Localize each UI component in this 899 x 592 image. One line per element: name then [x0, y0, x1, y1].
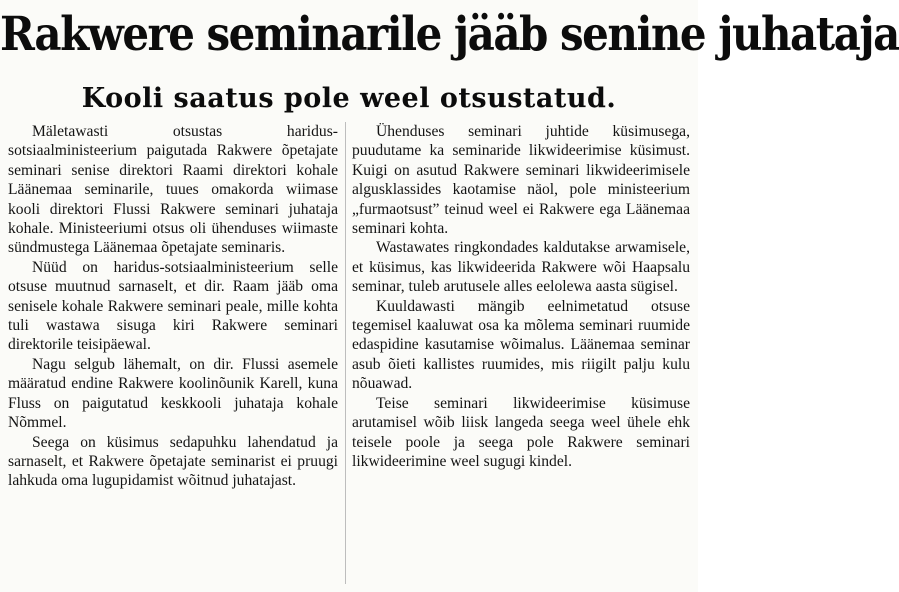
- paragraph: Nüüd on haridus-sotsiaalministeerium selle otsuse muutnud sarnaselt, et dir. Raam jääb oma senisele kohale Rakwere seminari peale, mille kohta tuli wastawa sisuga kiri Rakwere seminari direktorile teisipäewal.: [8, 258, 338, 354]
- article-right-column: [352, 122, 690, 471]
- paragraph: Kuuldawasti mängib eelnimetatud otsuse tegemisel kaaluwat osa ka mõlema seminari ruumide edaspidine kasutamise wõimalus. Läänemaa seminar asub õieti kallistes ruumides, mis riigilt palju kulu nõuawad.: [352, 297, 690, 393]
- paragraph: Nagu selgub lähemalt, on dir. Flussi asemele määratud endine Rakwere koolinõunik Karell, kuna Fluss on paigutatud keskkooli juhataja kohale Nõmmel.: [8, 355, 338, 432]
- article-subheadline: Kooli saatus pole weel otsustatud.: [81, 83, 617, 114]
- paragraph: Teise seminari likwideerimise küsimuse arutamisel wõib liisk langeda seega weel ühele ehk teisele poole ja seega pole Rakwere seminari likwideerimine weel sugugi kindel.: [352, 394, 690, 470]
- paragraph: Ühenduses seminari juhtide küsimusega, puudutame ka seminaride likwideerimise küsimust. Kuigi on asutud Rakwere seminari likwideerimisele algusklassides kaotamise näol, pole ministeerium „furmaotsust” teinud weel ei Rakwere ega Läänemaa seminari kohta.: [352, 123, 690, 238]
- column-divider: [345, 122, 346, 584]
- paragraph: Seega on küsimus sedapuhku lahendatud ja sarnaselt, et Rakwere õpetajate seminarist ei pruugi lahkuda oma lugupidamist wõitnud juhatajast.: [8, 433, 338, 490]
- article-left-column: [8, 122, 338, 491]
- paragraph: Wastawates ringkondades kaldutakse arwamisele, et küsimus, kas likwideerida Rakwere wõi Haapsalu seminar, tuleb arutusele alles eelolewa aasta sügisel.: [352, 239, 690, 296]
- paragraph: Mäletawasti otsustas haridus-sotsiaalministeerium paigutada Rakwere õpetajate seminari senise direktori Raami direktori kohale Läänemaa seminarile, tuues omakorda wiimase kooli direktori Flussi Rakwere seminari juhataja kohale. Ministeeriumi otsus oli ühenduses wiimaste sündmustega Läänemaa õpetajate seminaris.: [8, 123, 338, 257]
- article-headline: Rakwere seminarile jääb senine juhataja: [0, 6, 899, 62]
